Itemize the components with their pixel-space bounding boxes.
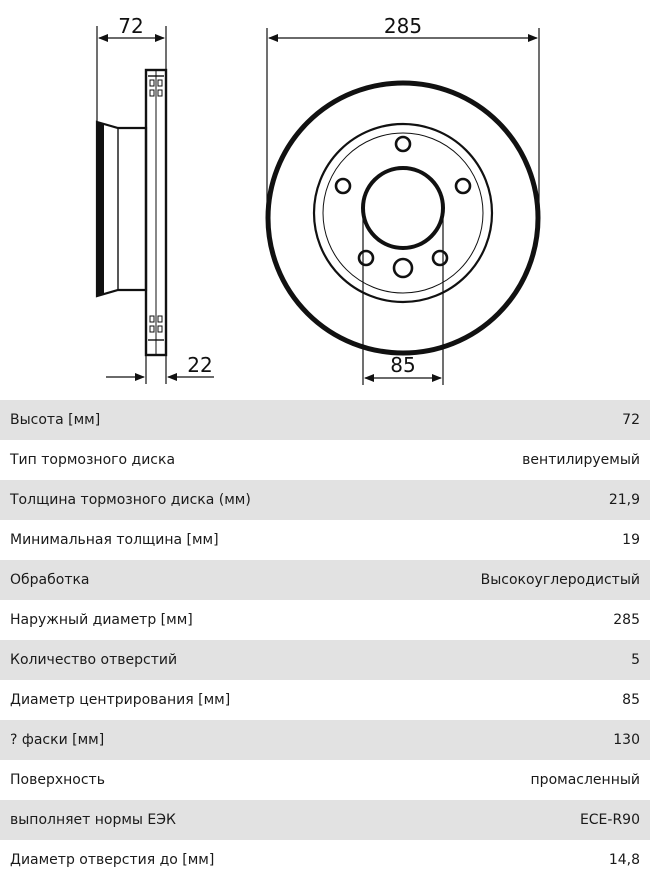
spec-value: 130 — [613, 732, 640, 748]
bolt-hole — [336, 179, 350, 193]
spec-value: 21,9 — [608, 492, 640, 508]
spec-row-disc-thickness — [0, 480, 650, 520]
spec-value: 85 — [622, 692, 640, 708]
spec-label: Толщина тормозного диска (мм) — [10, 492, 251, 508]
height-dimension-label: 72 — [118, 14, 144, 38]
spec-value: 19 — [622, 532, 640, 548]
bolt-hole — [433, 251, 447, 265]
spec-value: промасленный — [530, 772, 640, 788]
spec-label: Диаметр отверстия до [мм] — [10, 852, 215, 868]
locating-hole — [394, 259, 412, 277]
center-bore — [363, 168, 443, 248]
spec-row-ece-norm — [0, 800, 650, 840]
spec-value: Высокоуглеродистый — [480, 572, 640, 588]
spec-row-chamfer — [0, 720, 650, 760]
spec-label: Минимальная толщина [мм] — [10, 532, 219, 548]
outer-diameter-dimension-label: 285 — [383, 14, 423, 38]
spec-row-hole-diameter — [0, 840, 650, 880]
thickness-dimension-label: 22 — [187, 353, 213, 377]
front-view — [267, 28, 539, 385]
spec-label: Тип тормозного диска — [10, 452, 176, 468]
centering-diameter-dimension-label: 85 — [390, 353, 416, 377]
bolt-hole — [456, 179, 470, 193]
brake-disc-drawing — [0, 0, 650, 400]
bolt-hole — [396, 137, 410, 151]
spec-row-outer-diameter — [0, 600, 650, 640]
spec-row-disc-type — [0, 440, 650, 480]
spec-value: ECE-R90 — [579, 812, 640, 828]
spec-value: 5 — [631, 652, 640, 668]
spec-label: Поверхность — [10, 772, 105, 788]
spec-label: ? фаски [мм] — [10, 732, 105, 748]
spec-label: Обработка — [10, 572, 90, 588]
spec-row-surface — [0, 760, 650, 800]
side-view — [97, 26, 214, 384]
spec-label: выполняет нормы ЕЭК — [10, 812, 176, 828]
spec-row-height — [0, 400, 650, 440]
spec-row-centering-diameter — [0, 680, 650, 720]
spec-label: Высота [мм] — [10, 412, 101, 428]
spec-row-treatment — [0, 560, 650, 600]
specifications-table — [0, 400, 650, 880]
spec-row-min-thickness — [0, 520, 650, 560]
spec-row-hole-count — [0, 640, 650, 680]
spec-label: Наружный диаметр [мм] — [10, 612, 193, 628]
spec-value: вентилируемый — [522, 452, 640, 468]
spec-value: 72 — [622, 412, 640, 428]
spec-value: 285 — [613, 612, 640, 628]
bolt-hole — [359, 251, 373, 265]
spec-label: Количество отверстий — [10, 652, 178, 668]
spec-label: Диаметр центрирования [мм] — [10, 692, 231, 708]
spec-value: 14,8 — [608, 852, 640, 868]
technical-drawing — [0, 0, 650, 400]
